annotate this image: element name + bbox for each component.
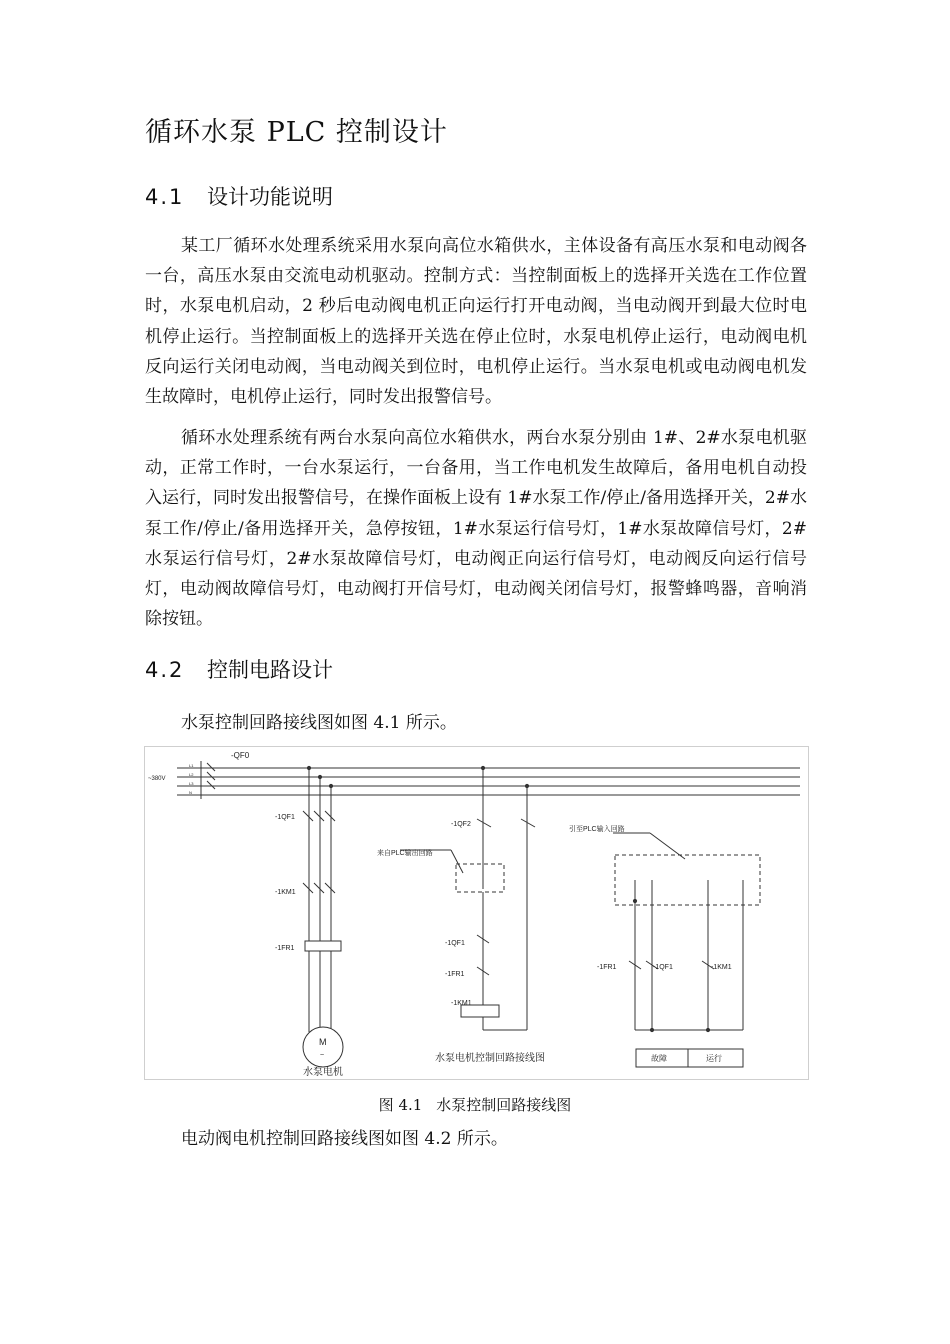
phase-l1-label: L1 [189, 763, 194, 768]
qf0-label: -QF0 [231, 751, 250, 760]
figure-caption [0, 1094, 950, 1115]
qf2-label: -1QF2 [451, 821, 471, 828]
section-heading-4-2 [145, 654, 333, 684]
qf1-input-label: -1QF1 [653, 964, 673, 971]
plc-input-circuit [613, 833, 760, 1067]
fr1-input-label: -1FR1 [597, 964, 617, 971]
control-circuit-caption: 水泵电机控制回路接线图 [435, 1053, 545, 1064]
motor-tilde: ~ [320, 1052, 325, 1059]
wiring-diagram [145, 747, 808, 1079]
plc-input-label: 引至PLC输入回路 [569, 826, 625, 833]
motor-caption: 水泵电机 [303, 1067, 343, 1078]
motor-symbol: M [319, 1037, 327, 1047]
qf1-main-label: -1QF1 [275, 814, 295, 821]
voltage-label: ~380V [148, 776, 166, 782]
fault-box-label: 故障 [651, 1054, 667, 1063]
doc-title: 循环水泵 PLC 控制设计 [145, 117, 448, 148]
figure-intro-text: 水泵控制回路接线图如图 4.1 所示。 [181, 713, 457, 733]
section-title: 控制电路设计 [207, 658, 333, 682]
wiring-diagram-figure [144, 746, 809, 1080]
km1-input-label: -1KM1 [711, 964, 732, 971]
run-box-label: 运行 [706, 1054, 722, 1063]
power-bus [177, 761, 800, 799]
fr1-ctrl-label: -1FR1 [445, 971, 465, 978]
section-title: 设计功能说明 [207, 185, 333, 209]
control-circuit [400, 766, 535, 1030]
paragraph-pump-panel: 循环水处理系统有两台水泵向高位水箱供水，两台水泵分别由 1#、2#水泵电机驱动，正常工作时，一台水泵运行，一台备用，当工作电机发生故障后，备用电机自动投入运行，同时发出报警信号，在操作面板上设有 1#水泵工作/停止/备用选择开关，2#水泵工作/停止/备用选择开关，急停按钮，1#水泵运行信号灯，1#水泵故障信号灯，2#水泵运行信号灯，2#水泵故障信号灯，电动阀正向运行信号灯，电动阀反向运行信号灯，电动阀故障信号灯，电动阀打开信号灯，电动阀关闭信号灯，报警蜂鸣器，音响消除按钮。 [145, 428, 807, 630]
qf1-ctrl-label: -1QF1 [445, 940, 465, 947]
section-number: 4.2 [145, 658, 185, 682]
figure-intro-text-2: 电动阀电机控制回路接线图如图 4.2 所示。 [181, 1129, 508, 1149]
section-number: 4.1 [145, 185, 185, 209]
km1-main-label: -1KM1 [275, 889, 296, 896]
section-heading-4-1 [145, 181, 333, 211]
fr1-main-label: -1FR1 [275, 945, 295, 952]
main-circuit [303, 766, 343, 1067]
phase-l2-label: L2 [189, 772, 194, 777]
phase-n-label: N [189, 790, 192, 795]
phase-l3-label: L3 [189, 781, 194, 786]
km1-coil-label: -1KM1 [451, 1000, 472, 1007]
figure-caption-text: 水泵控制回路接线图 [436, 1096, 572, 1114]
figure-caption-number: 图 4.1 [378, 1096, 423, 1114]
plc-output-label: 来自PLC输出回路 [377, 850, 433, 857]
paragraph-design-function: 某工厂循环水处理系统采用水泵向高位水箱供水，主体设备有高压水泵和电动阀各一台，高压水泵由交流电动机驱动。控制方式：当控制面板上的选择开关选在工作位置时，水泵电机启动，2 秒后电动阀电机正向运行打开电动阀，当电动阀开到最大位时电机停止运行。当控制面板上的选择开关选在停止位时，水泵电机停止运行，电动阀电机反向运行关闭电动阀，当电动阀关到位时，电机停止运行。当水泵电机或电动阀电机发生故障时，电机停止运行，同时发出报警信号。 [145, 236, 807, 408]
